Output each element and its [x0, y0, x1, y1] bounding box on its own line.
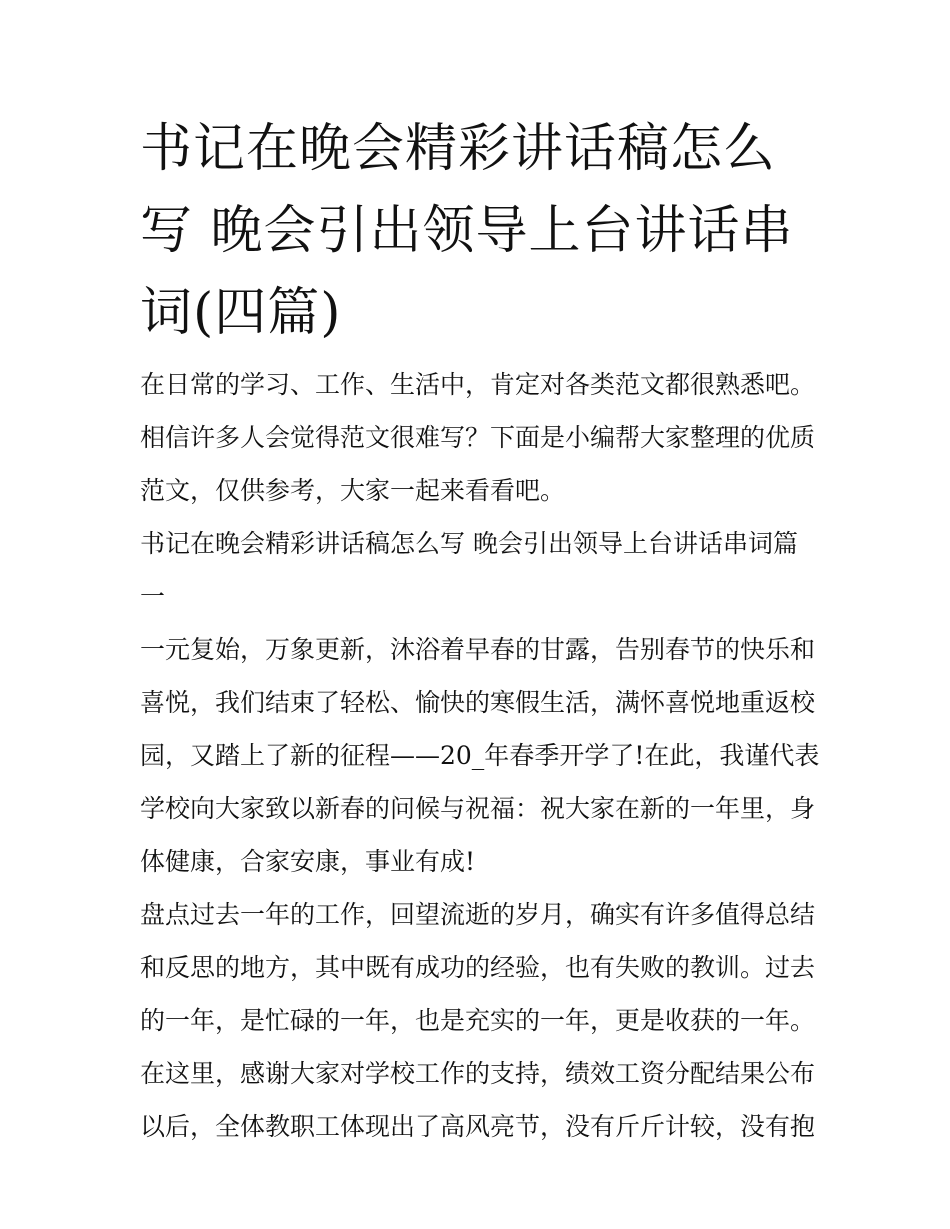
section-heading: 书记在晚会精彩讲话稿怎么写 晚会引出领导上台讲话串词篇一: [140, 529, 798, 611]
body-paragraph-2: 盘点过去一年的工作，回望流逝的岁月，确实有许多值得总结和反思的地方，其中既有成功的经验，也有失败的教训。过去的一年，是忙碌的一年，也是充实的一年，更是收获的一年。在这里，感谢大家对学校工作的支持，绩效工资分配结果公布以后，全体教职工体现出了高风亮节，没有斤斤计较，没有抱: [140, 900, 816, 1141]
intro-paragraph: 在日常的学习、工作、生活中，肯定对各类范文都很熟悉吧。相信许多人会觉得范文很难写？下面是小编帮大家整理的优质范文，仅供参考，大家一起来看看吧。: [140, 370, 816, 505]
document-title: 书记在晚会精彩讲话稿怎么写 晚会引出领导上台讲话串词(四篇): [140, 119, 794, 343]
document-body: [140, 108, 820, 1153]
body-paragraph-1: 一元复始，万象更新，沐浴着早春的甘露，告别春节的快乐和喜悦，我们结束了轻松、愉快的寒假生活，满怀喜悦地重返校园，又踏上了新的征程——20_年春季开学了!在此，我谨代表学校向大家致以新春的问候与祝福：祝大家在新的一年里，身体健康，合家安康，事业有成!: [140, 635, 820, 876]
